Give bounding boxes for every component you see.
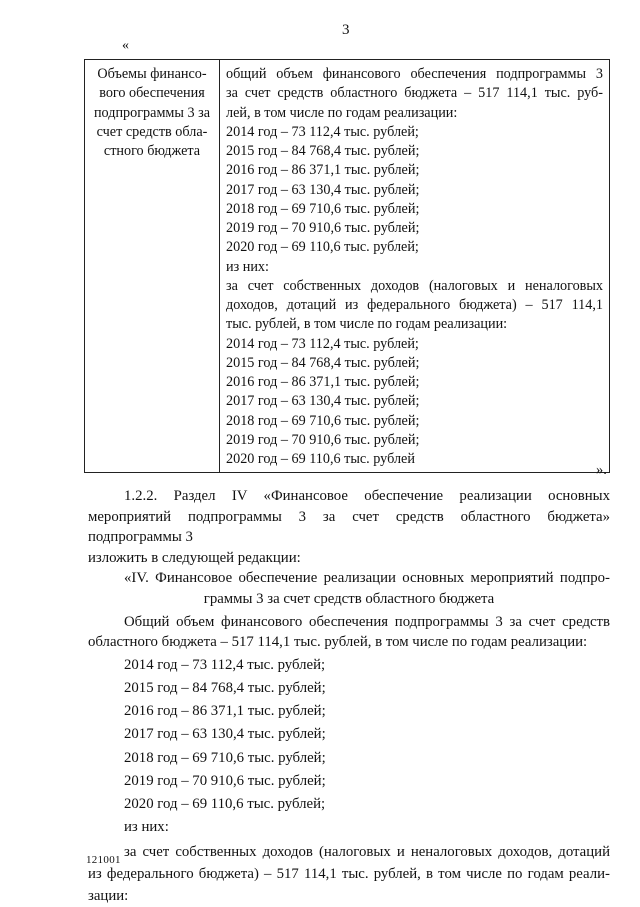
left-cell-line: счет средств обла- [96, 123, 208, 140]
total-line: областного бюджета – 517 114,1 тыс. рублей, в том числе по годам реализации: [88, 634, 588, 651]
year-line: 2016 год – 86 371,1 тыс. рублей; [226, 162, 420, 179]
year-line: 2016 год – 86 371,1 тыс. рублей; [124, 703, 326, 720]
section-heading [88, 568, 610, 609]
own-revenue-line: тыс. рублей, в том числе по годам реализации: [226, 316, 508, 333]
year-line: 2019 год – 70 910,6 тыс. рублей; [124, 772, 326, 789]
year-list [88, 654, 610, 840]
year-line: 2020 год – 69 110,6 тыс. рублей; [124, 795, 326, 812]
intro-line: лей, в том числе по годам реализации: [226, 104, 458, 121]
left-cell-line: Объемы финансо- [97, 66, 207, 82]
year-line: 2015 год – 84 768,4 тыс. рублей; [226, 354, 420, 371]
year-line: 2015 год – 84 768,4 тыс. рублей; [124, 679, 326, 696]
year-line: 2017 год – 63 130,4 тыс. рублей; [226, 393, 420, 410]
paragraph-1-2-2 [88, 486, 610, 568]
year-line: 2020 год – 69 110,6 тыс. рублей; [226, 239, 419, 256]
financing-table [84, 59, 610, 473]
closing-quote: ». [596, 462, 607, 478]
table-left-cell [85, 60, 220, 473]
heading-line: «IV. Финансовое обеспечение реализации основных мероприятий подпро- [124, 570, 610, 587]
year-line: 2018 год – 69 710,6 тыс. рублей; [124, 749, 326, 766]
year-line: 2018 год – 69 710,6 тыс. рублей; [226, 200, 420, 217]
table-right-cell [220, 60, 610, 473]
year-line: 2020 год – 69 110,6 тыс. рублей [226, 451, 415, 467]
year-line: 2017 год – 63 130,4 тыс. рублей; [226, 181, 420, 198]
year-line: 2014 год – 73 112,4 тыс. рублей; [124, 656, 326, 673]
year-line: 2014 год – 73 112,4 тыс. рублей; [226, 335, 419, 352]
own-revenue-paragraph [88, 841, 610, 907]
paragraph-text: 1.2.2. Раздел IV «Финансовое обеспечение реализации основных мероприятий подпрограммы 3 за счет средств областного бюджета» подпрограммы 3 [88, 488, 610, 546]
left-cell-line: вого обеспечения [99, 85, 205, 102]
year-line: 2019 год – 70 910,6 тыс. рублей; [226, 220, 420, 236]
year-line: 2019 год – 70 910,6 тыс. рублей; [226, 431, 420, 448]
own-revenue-line: за счет собственных доходов (налоговых и неналоговых доходов, дотаций [124, 844, 610, 861]
intro-line: за счет средств областного бюджета – 517 114,1 тыс. руб- [226, 85, 603, 102]
of-them-label: из них: [124, 819, 169, 836]
own-revenue-line: за счет собственных доходов (налоговых и неналоговых [226, 277, 603, 294]
total-line: Общий объем финансового обеспечения подпрограммы 3 за счет средств [124, 613, 610, 630]
document-code: 121001 [86, 854, 121, 866]
year-line: 2016 год – 86 371,1 тыс. рублей; [226, 374, 420, 390]
document-body [88, 486, 610, 907]
year-line: 2017 год – 63 130,4 тыс. рублей; [124, 726, 326, 743]
opening-quote: « [122, 38, 129, 53]
intro-line: общий объем финансового обеспечения подпрограммы 3 [226, 66, 603, 82]
table-row [85, 60, 610, 473]
left-cell-line: подпрограммы 3 за [93, 104, 211, 121]
left-cell-line: стного бюджета [103, 143, 201, 159]
heading-line: граммы 3 за счет средств областного бюджета [203, 590, 495, 607]
own-revenue-line: зации: [88, 888, 129, 905]
own-revenue-line: из федерального бюджета) – 517 114,1 тыс. рублей, в том числе по годам реали- [88, 866, 610, 883]
of-them-label: из них: [226, 258, 269, 275]
year-line: 2018 год – 69 710,6 тыс. рублей; [226, 412, 420, 429]
total-paragraph [88, 612, 610, 653]
year-line: 2015 год – 84 768,4 тыс. рублей; [226, 143, 420, 159]
paragraph-text: изложить в следующей редакции: [88, 549, 301, 566]
page-number: 3 [342, 22, 350, 38]
year-line: 2014 год – 73 112,4 тыс. рублей; [226, 123, 419, 140]
own-revenue-line: доходов, дотаций из федерального бюджета) – 517 114,1 [226, 297, 603, 313]
